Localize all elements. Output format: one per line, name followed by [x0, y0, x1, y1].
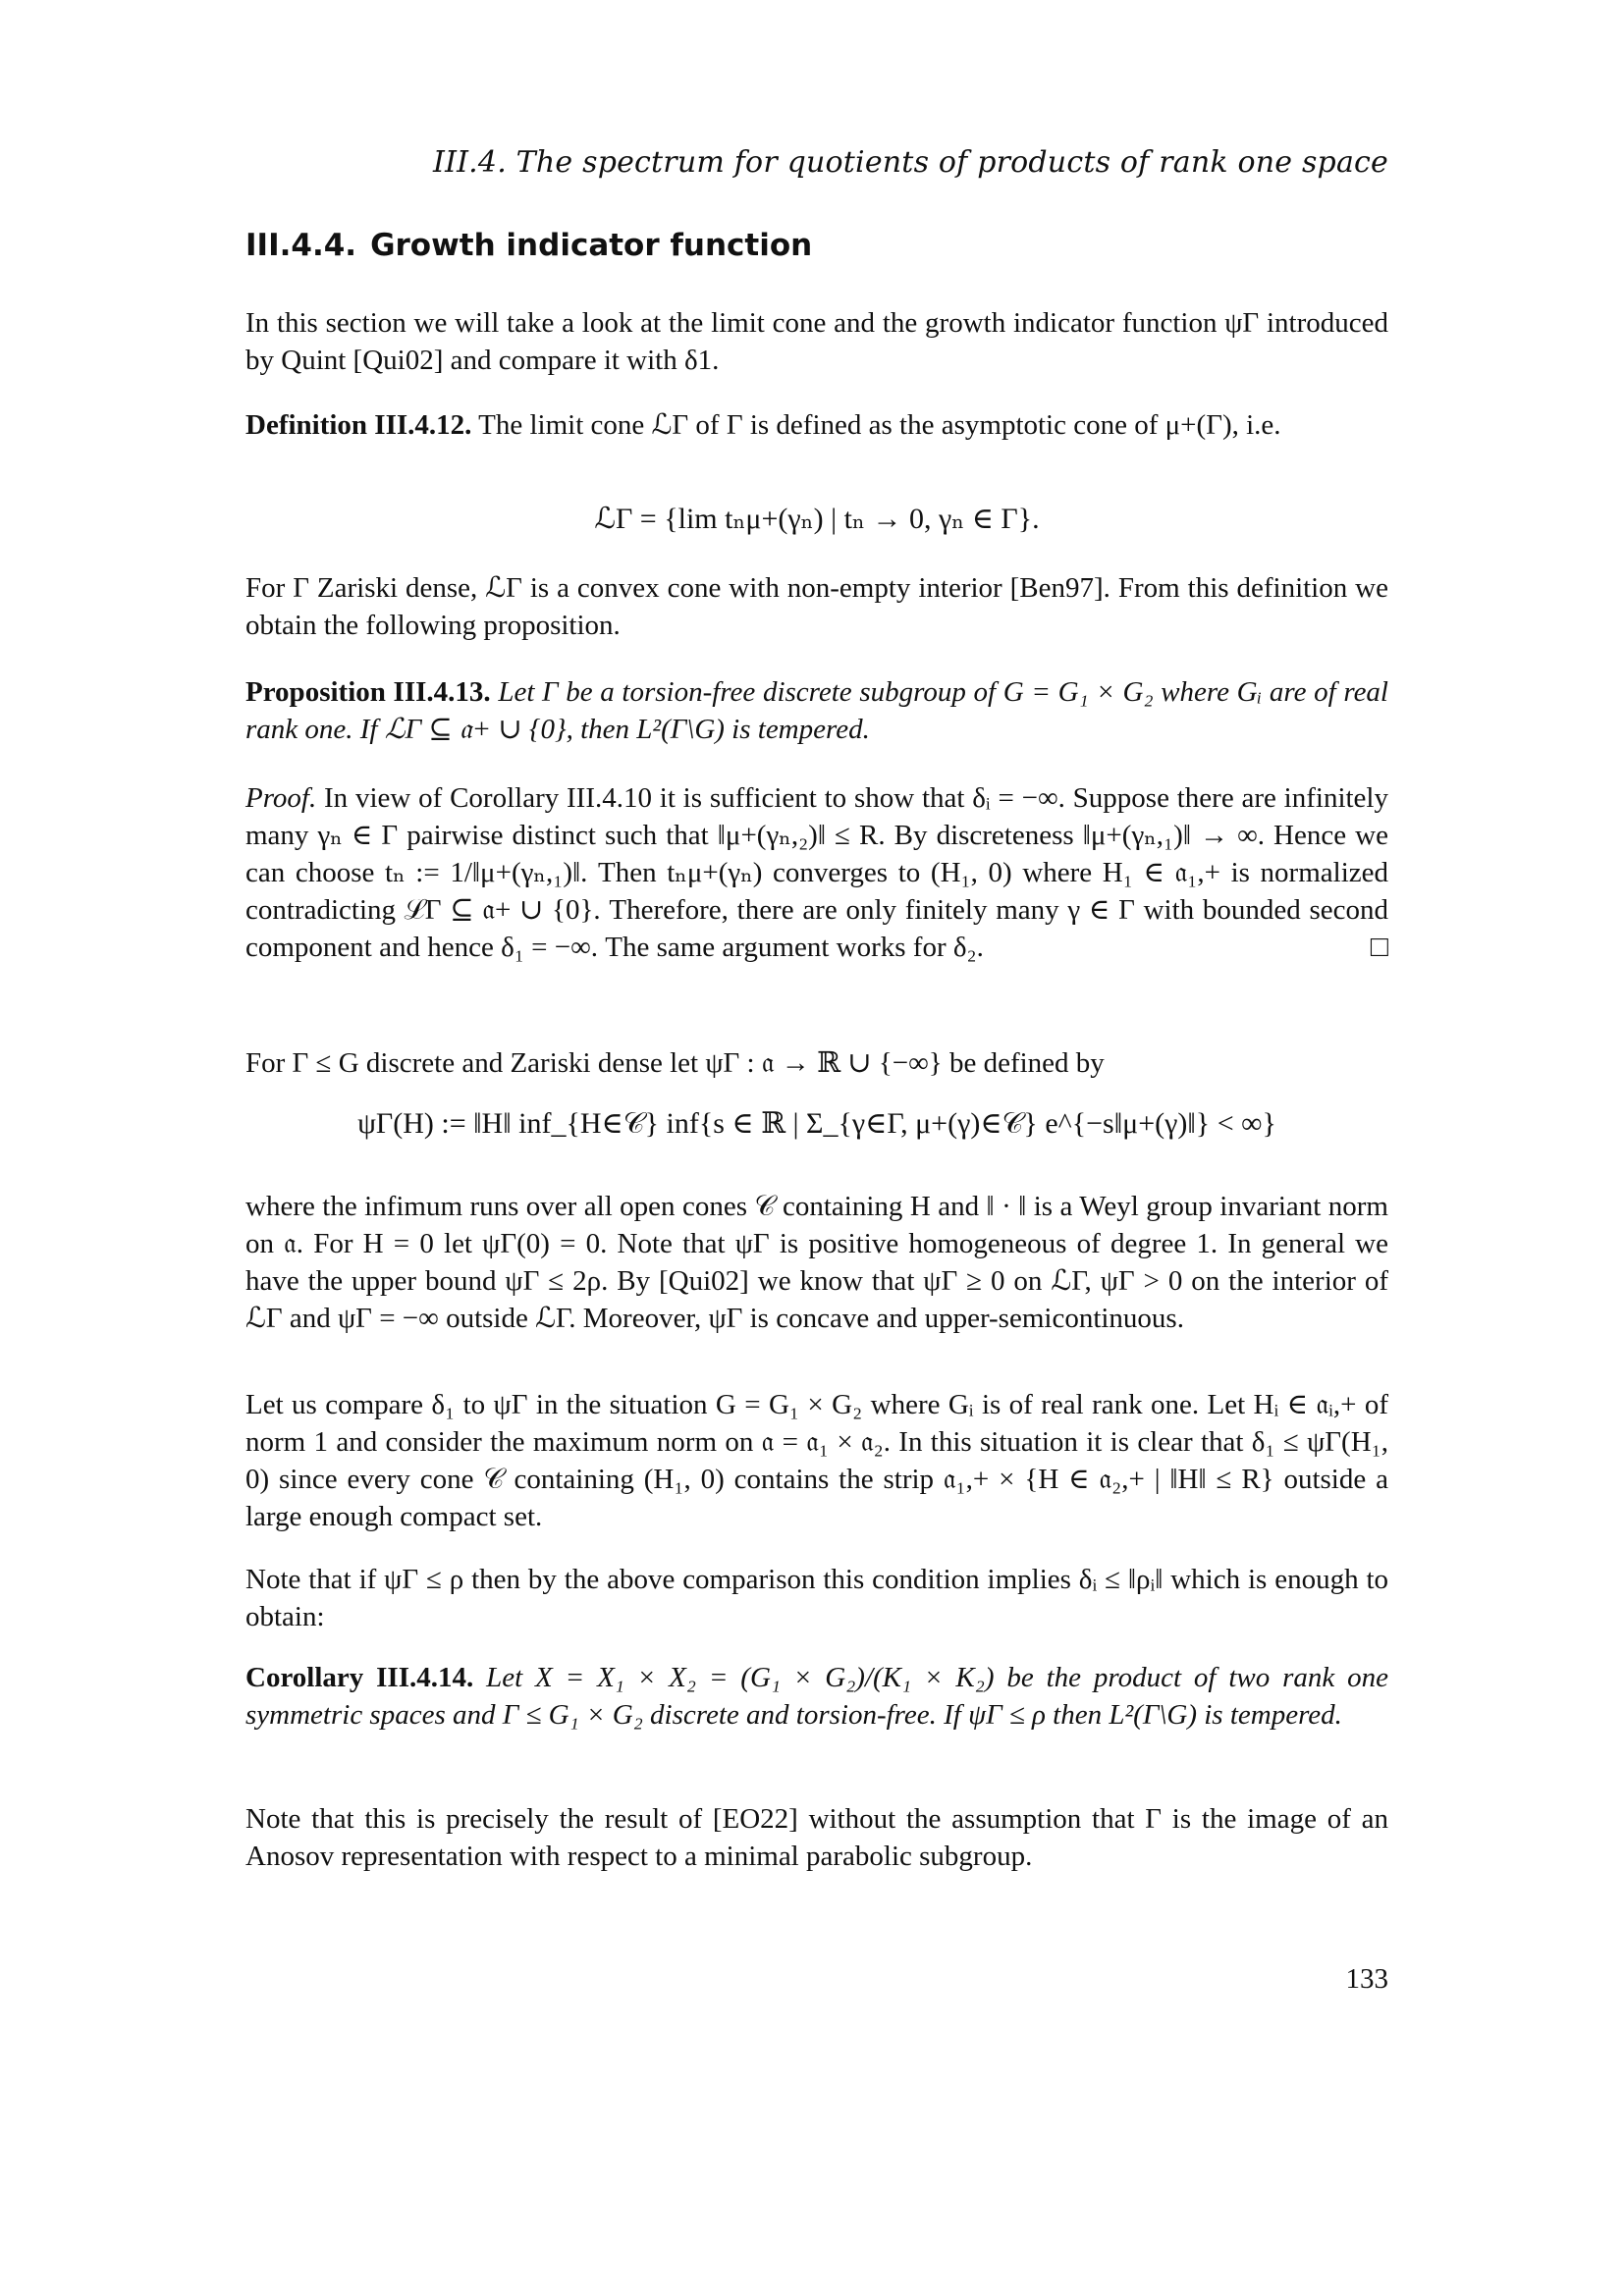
page-number: 133 — [1345, 1963, 1388, 1995]
proposition-block — [245, 673, 1388, 748]
psi-definition-paragraph: For Γ ≤ G discrete and Zariski dense let ψΓ : 𝔞 → ℝ ∪ {−∞} be defined by — [245, 1047, 1105, 1079]
section-number: III.4.4. — [245, 228, 357, 263]
zariski-paragraph: For Γ Zariski dense, ℒΓ is a convex cone with non-empty interior [Ben97]. From this definition we obtain the following proposition. — [245, 572, 1388, 641]
proposition-label: Proposition III.4.13. — [245, 676, 491, 708]
section-heading — [245, 228, 812, 263]
proof-text: In view of Corollary III.4.10 it is sufficient to show that δᵢ = −∞. Suppose there are infinitely many γₙ ∈ Γ pairwise distinct such that ‖μ+(γₙ,₂)‖ ≤ R. By discreteness ‖μ+(γₙ,₁)‖ → ∞. Hence we can choose tₙ := 1/‖μ+(γₙ,₁)‖. Then tₙμ+(γₙ) converges to (H₁, 0) where H₁ ∈ 𝔞₁,+ is normalized contradicting ℒΓ ⊆ 𝔞+ ∪ {0}. Therefore, there are only finitely many γ ∈ Γ with bounded second component and hence δ₁ = −∞. The same argument works for δ₂. — [245, 782, 1388, 963]
limit-cone-equation: ℒΓ = {lim tₙμ+(γₙ) | tₙ → 0, γₙ ∈ Γ}. — [594, 503, 1040, 535]
proposition-text: Let Γ be a torsion-free discrete subgroup of G = G₁ × G₂ where Gᵢ are of real rank one. If ℒΓ ⊆ 𝔞+ ∪ {0}, then L²(Γ\G) is tempered. — [245, 676, 1388, 745]
comparison-paragraph: Let us compare δ₁ to ψΓ in the situation G = G₁ × G₂ where Gᵢ is of real rank one. Let Hᵢ ∈ 𝔞ᵢ,+ of norm 1 and consider the maximum norm on 𝔞 = 𝔞₁ × 𝔞₂. In this situation it is clear that δ₁ ≤ ψΓ(H₁, 0) since every cone 𝒞 containing (H₁, 0) contains the strip 𝔞₁,+ × {H ∈ 𝔞₂,+ | ‖H‖ ≤ R} outside a large enough compact set. — [245, 1389, 1388, 1532]
growth-indicator-equation: ψΓ(H) := ‖H‖ inf_{H∈𝒞} inf{s ∈ ℝ | Σ_{γ∈Γ, μ+(γ)∈𝒞} e^{−s‖μ+(γ)‖} < ∞} — [357, 1107, 1276, 1140]
running-head: III.4. The spectrum for quotients of products of rank one space — [433, 145, 1388, 180]
definition-text: The limit cone ℒΓ of Γ is defined as the asymptotic cone of μ+(Γ), i.e. — [471, 409, 1281, 441]
section-title: Growth indicator function — [370, 228, 813, 263]
note-paragraph: Note that if ψΓ ≤ ρ then by the above comparison this condition implies δᵢ ≤ ‖ρᵢ‖ which is enough to obtain: — [245, 1564, 1388, 1632]
definition-block — [245, 406, 1388, 444]
definition-label: Definition III.4.12. — [245, 409, 472, 441]
intro-paragraph: In this section we will take a look at the limit cone and the growth indicator function ψΓ introduced by Quint [Qui02] and compare it with δ1. — [245, 307, 1388, 376]
corollary-label: Corollary III.4.14. — [245, 1662, 474, 1693]
proof-block — [245, 779, 1388, 966]
proof-label: Proof. — [245, 782, 317, 814]
qed-symbol: □ — [1370, 931, 1388, 963]
final-paragraph: Note that this is precisely the result of [EO22] without the assumption that Γ is the image of an Anosov representation with respect to a minimal parabolic subgroup. — [245, 1803, 1388, 1872]
psi-properties-paragraph: where the infimum runs over all open cones 𝒞 containing H and ‖ · ‖ is a Weyl group invariant norm on 𝔞. For H = 0 let ψΓ(0) = 0. Note that ψΓ is positive homogeneous of degree 1. In general we have the upper bound ψΓ ≤ 2ρ. By [Qui02] we know that ψΓ ≥ 0 on ℒΓ, ψΓ > 0 on the interior of ℒΓ and ψΓ = −∞ outside ℒΓ. Moreover, ψΓ is concave and upper-semicontinuous. — [245, 1191, 1388, 1334]
corollary-block — [245, 1659, 1388, 1734]
corollary-text: Let X = X₁ × X₂ = (G₁ × G₂)/(K₁ × K₂) be the product of two rank one symmetric spaces and Γ ≤ G₁ × G₂ discrete and torsion-free. If ψΓ ≤ ρ then L²(Γ\G) is tempered. — [245, 1662, 1388, 1731]
